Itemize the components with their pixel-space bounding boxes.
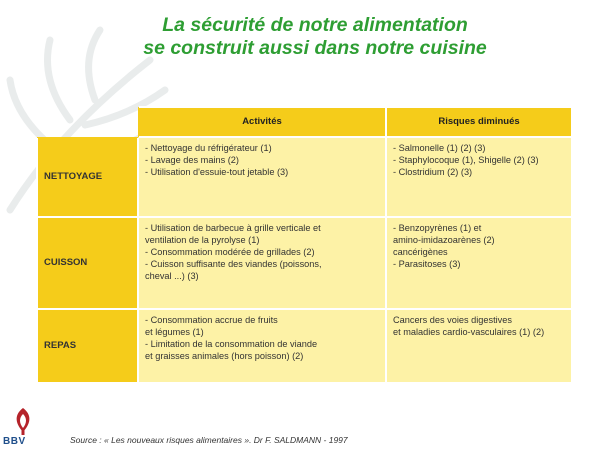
header-activities: Activités xyxy=(138,107,386,137)
activities-cell xyxy=(138,309,386,383)
cell-line: - Lavage des mains (2) xyxy=(145,155,239,165)
row-label-repas: REPAS xyxy=(37,309,138,383)
cell-line: - Limitation de la consommation de viande xyxy=(145,339,318,349)
cell-line: - Cuisson suffisante des viandes (poissons, xyxy=(145,259,322,269)
page-title xyxy=(95,14,535,60)
cell-line: - Parasitoses (3) xyxy=(393,259,461,269)
header-blank-cell xyxy=(37,107,138,137)
cell-line: - Clostridium (2) (3) xyxy=(393,167,473,177)
cell-line: amino-imidazoarènes (2) xyxy=(393,235,495,245)
activities-cell xyxy=(138,217,386,309)
cell-line: et légumes (1) xyxy=(145,327,204,337)
risks-cell xyxy=(386,137,572,217)
cell-line: et maladies cardio-vasculaires (1) (2) xyxy=(393,327,545,337)
cell-line: Cancers des voies digestives xyxy=(393,315,512,325)
source-citation: Source : « Les nouveaux risques alimentaires ». Dr F. SALDMANN - 1997 xyxy=(70,435,348,445)
risks-cell xyxy=(386,309,572,383)
safety-table xyxy=(36,106,573,384)
row-label-cuisson: CUISSON xyxy=(37,217,138,309)
cell-line: - Consommation accrue de fruits xyxy=(145,315,278,325)
table-row xyxy=(37,309,572,383)
header-risks: Risques diminués xyxy=(386,107,572,137)
cell-line: cheval ...) (3) xyxy=(145,271,199,281)
table-header-row xyxy=(37,107,572,137)
table-row xyxy=(37,217,572,309)
cell-line: - Benzopyrènes (1) et xyxy=(393,223,482,233)
title-line-1: La sécurité de notre alimentation xyxy=(162,14,468,36)
cell-line: - Utilisation de barbecue à grille verticale et xyxy=(145,223,321,233)
cell-line: - Utilisation d'essuie-tout jetable (3) xyxy=(145,167,289,177)
cell-line: - Salmonelle (1) (2) (3) xyxy=(393,143,486,153)
title-line-2: se construit aussi dans notre cuisine xyxy=(143,37,487,59)
cell-line: et graisses animales (hors poisson) (2) xyxy=(145,351,304,361)
table-row xyxy=(37,137,572,217)
cell-line: - Consommation modérée de grillades (2) xyxy=(145,247,315,257)
risks-cell xyxy=(386,217,572,309)
cell-line: - Nettoyage du réfrigérateur (1) xyxy=(145,143,272,153)
logo-text: BBV xyxy=(3,436,26,447)
cell-line: ventilation de la pyrolyse (1) xyxy=(145,235,260,245)
row-label-nettoyage: NETTOYAGE xyxy=(37,137,138,217)
cell-line: - Staphylocoque (1), Shigelle (2) (3) xyxy=(393,155,539,165)
activities-cell xyxy=(138,137,386,217)
cell-line: cancérigènes xyxy=(393,247,448,257)
